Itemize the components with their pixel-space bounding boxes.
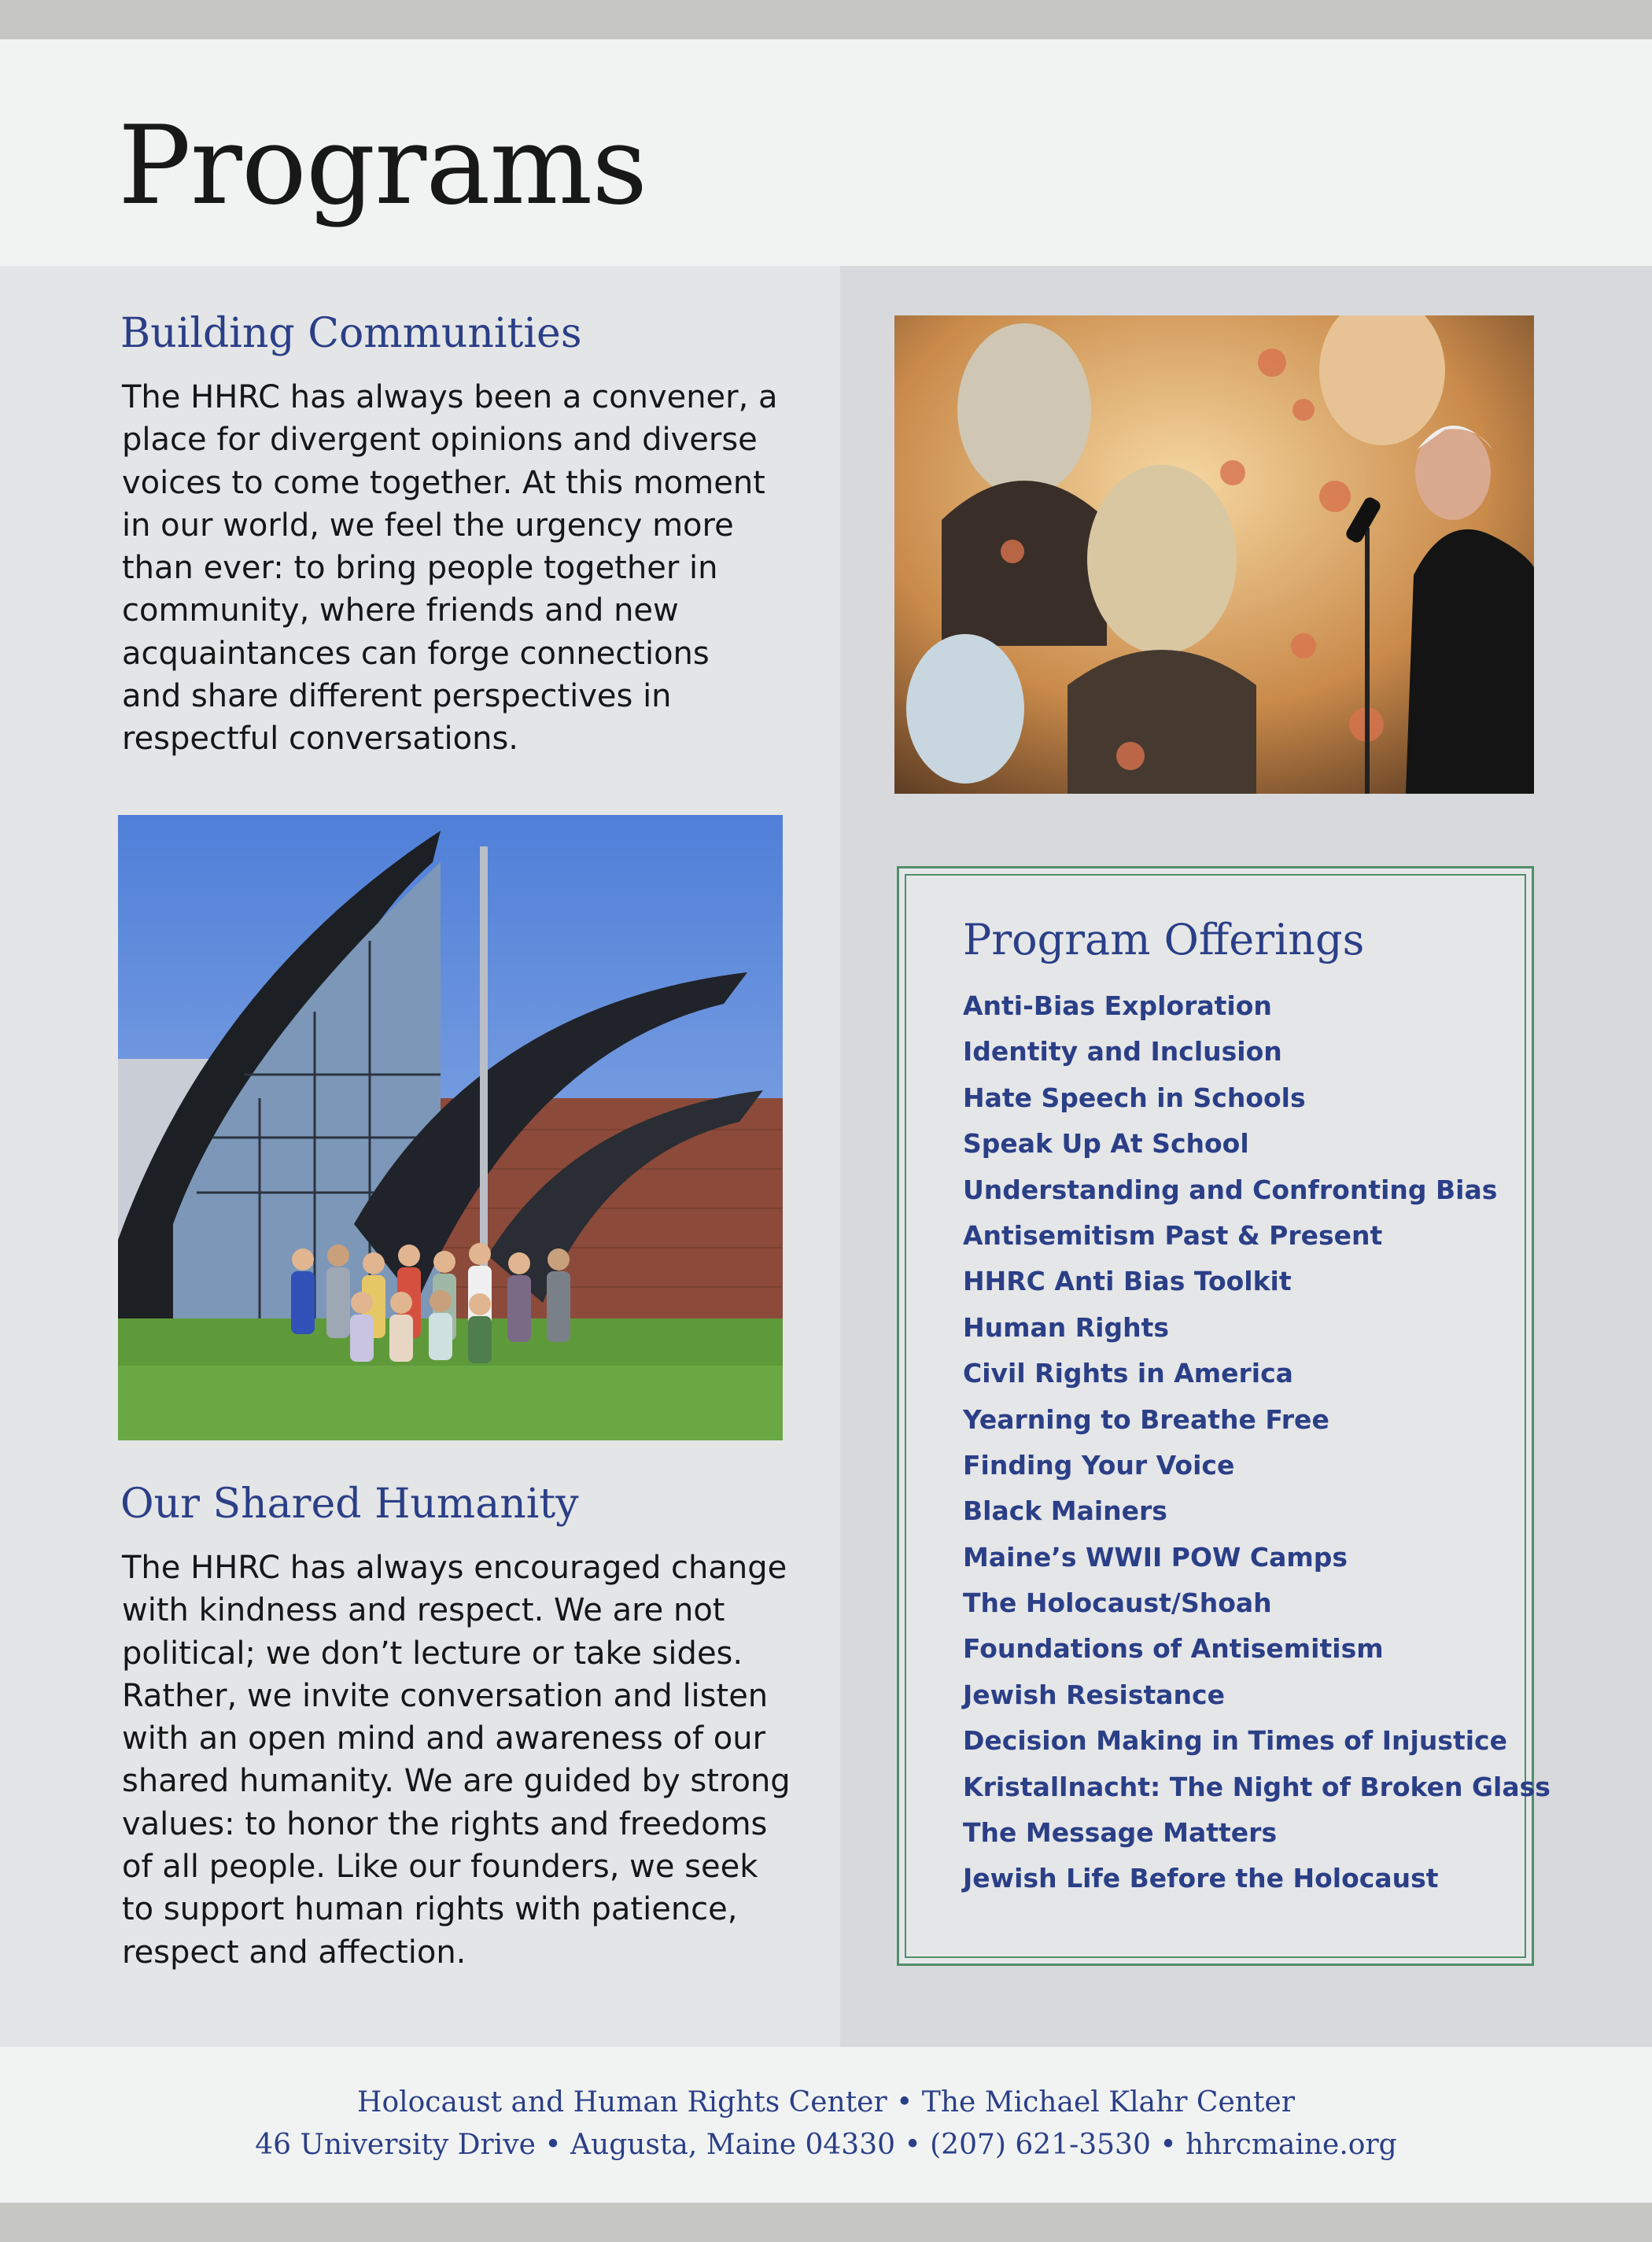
text-line: shared humanity. We are guided by strong bbox=[122, 1763, 791, 1800]
program-item: Identity and Inclusion bbox=[963, 1036, 1282, 1068]
program-item: Jewish Resistance bbox=[963, 1679, 1225, 1710]
text-line: with an open mind and awareness of our bbox=[122, 1720, 766, 1757]
text-line: with kindness and respect. We are not bbox=[122, 1592, 725, 1629]
program-item: Jewish Life Before the Holocaust bbox=[963, 1863, 1439, 1894]
program-item: Decision Making in Times of Injustice bbox=[963, 1725, 1508, 1757]
building-communities-text bbox=[122, 376, 798, 761]
program-item: Civil Rights in America bbox=[963, 1358, 1293, 1389]
program-item: Antisemitism Past & Present bbox=[963, 1219, 1383, 1251]
program-item: Understanding and Confronting Bias bbox=[963, 1174, 1498, 1205]
text-line: respect and affection. bbox=[122, 1934, 466, 1971]
page-header bbox=[0, 39, 1652, 266]
footer-contact: 46 University Drive • Augusta, Maine 04330 • (207) 621-3530 • hhrcmaine.org bbox=[255, 2129, 1397, 2161]
text-line: political; we don’t lecture or take sides. bbox=[122, 1635, 743, 1672]
program-offerings-box bbox=[897, 866, 1551, 1966]
text-line: respectful conversations. bbox=[122, 721, 519, 758]
program-item: Foundations of Antisemitism bbox=[963, 1633, 1384, 1665]
program-item: Anti-Bias Exploration bbox=[963, 990, 1272, 1021]
program-item: Finding Your Voice bbox=[963, 1449, 1235, 1481]
program-item: Kristallnacht: The Night of Broken Glass bbox=[963, 1771, 1551, 1802]
text-line: Rather, we invite conversation and listen bbox=[122, 1677, 769, 1714]
building-group-photo bbox=[118, 815, 783, 1440]
text-line: The HHRC has always encouraged change bbox=[122, 1550, 787, 1586]
text-line: community, where friends and new bbox=[122, 592, 679, 629]
program-item: HHRC Anti Bias Toolkit bbox=[963, 1266, 1292, 1297]
text-line: voices to come together. At this moment bbox=[122, 464, 765, 501]
program-item: Hate Speech in Schools bbox=[963, 1082, 1306, 1113]
text-line: and share different perspectives in bbox=[122, 678, 672, 715]
program-offerings-heading: Program Offerings bbox=[963, 915, 1365, 964]
top-border-band bbox=[0, 0, 1652, 39]
program-item: The Holocaust/Shoah bbox=[963, 1587, 1272, 1619]
program-item: Human Rights bbox=[963, 1311, 1170, 1343]
text-line: than ever: to bring people together in bbox=[122, 550, 718, 587]
text-line: values: to honor the rights and freedoms bbox=[122, 1805, 768, 1842]
footer-organization: Holocaust and Human Rights Center • The Michael Klahr Center bbox=[357, 2086, 1295, 2118]
text-line: to support human rights with patience, bbox=[122, 1891, 738, 1928]
shared-humanity-heading: Our Shared Humanity bbox=[120, 1481, 579, 1528]
bottom-border-band bbox=[0, 2203, 1652, 2242]
program-item: Maine’s WWII POW Camps bbox=[963, 1541, 1348, 1573]
shared-humanity-text bbox=[122, 1547, 798, 1974]
page-title: Programs bbox=[118, 102, 647, 229]
text-line: in our world, we feel the urgency more bbox=[122, 507, 734, 544]
text-line: place for divergent opinions and diverse bbox=[122, 422, 758, 459]
text-line: acquaintances can forge connections bbox=[122, 635, 710, 672]
program-offerings-list bbox=[963, 983, 1551, 1902]
program-item: The Message Matters bbox=[963, 1817, 1278, 1849]
main-content bbox=[0, 266, 1652, 2047]
text-line: of all people. Like our founders, we seek bbox=[122, 1849, 758, 1886]
building-communities-heading: Building Communities bbox=[120, 310, 582, 357]
text-line: The HHRC has always been a convener, a bbox=[122, 379, 778, 415]
program-item: Yearning to Breathe Free bbox=[963, 1403, 1329, 1435]
program-item: Black Mainers bbox=[963, 1495, 1167, 1527]
program-item: Speak Up At School bbox=[963, 1128, 1249, 1160]
speaker-photo bbox=[894, 315, 1534, 794]
page-footer bbox=[0, 2047, 1652, 2203]
